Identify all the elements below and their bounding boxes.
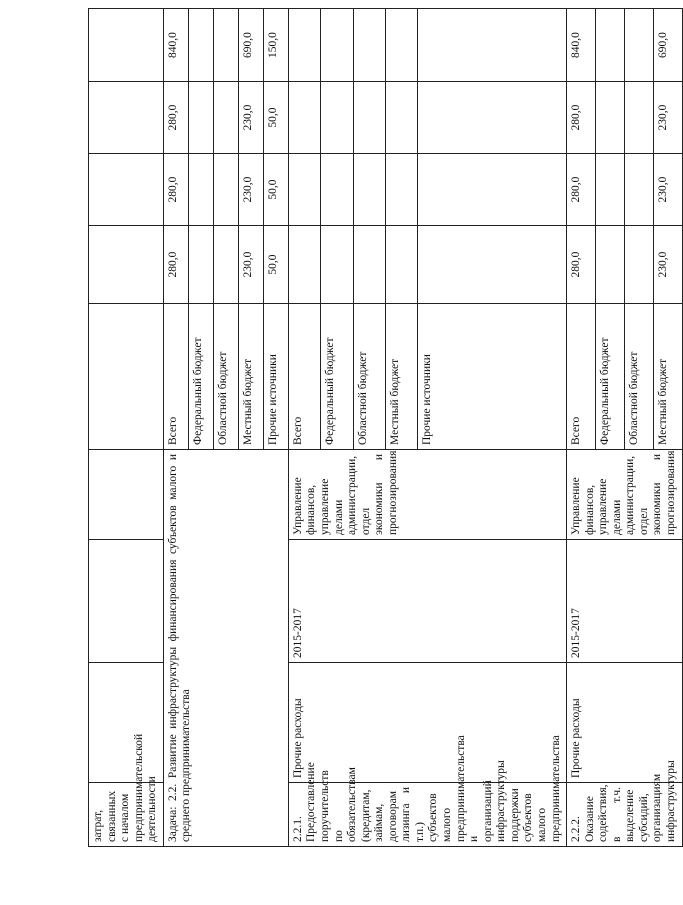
funding-value	[418, 154, 567, 226]
funding-value: 280,0	[163, 154, 188, 226]
empty-cell	[89, 82, 164, 154]
funding-value	[213, 154, 238, 226]
funding-value	[288, 154, 320, 226]
funding-value	[353, 154, 385, 226]
funding-source: Местный бюджет	[238, 304, 263, 450]
funding-value: 230,0	[653, 82, 682, 154]
funding-value: 230,0	[238, 154, 263, 226]
funding-total	[321, 9, 353, 82]
funding-value	[595, 226, 624, 304]
funding-value: 230,0	[238, 226, 263, 304]
empty-cell	[89, 450, 164, 540]
funding-value	[213, 82, 238, 154]
funding-total	[418, 9, 567, 82]
period: 2015-2017	[288, 540, 566, 663]
funding-source: Прочие источники	[418, 304, 567, 450]
funding-row	[567, 9, 596, 847]
funding-row	[288, 9, 320, 847]
funding-value	[624, 226, 653, 304]
funding-value	[213, 226, 238, 304]
funding-value	[595, 82, 624, 154]
funding-value: 280,0	[567, 82, 596, 154]
funding-total	[188, 9, 213, 82]
funding-row	[163, 9, 188, 847]
top-row-cell: затрат, связанных с началом предпринимательской деятельности	[89, 783, 164, 847]
funding-source: Областной бюджет	[213, 304, 238, 450]
funding-total	[624, 9, 653, 82]
empty-cell	[89, 663, 164, 783]
event-name: 2.2.2. Оказание содействия, в т.ч. выделение субсидий, организациям инфраструктуры	[567, 783, 683, 847]
funding-value	[624, 154, 653, 226]
funding-total	[213, 9, 238, 82]
funding-value: 230,0	[238, 82, 263, 154]
expense-type: Прочие расходы	[288, 663, 566, 783]
empty-cell	[89, 304, 164, 450]
funding-value: 230,0	[653, 154, 682, 226]
funding-value	[188, 82, 213, 154]
funding-value	[418, 82, 567, 154]
funding-total: 690,0	[238, 9, 263, 82]
empty-cell	[89, 154, 164, 226]
empty-cell	[89, 9, 164, 82]
funding-value	[321, 226, 353, 304]
funding-value	[385, 82, 417, 154]
funding-total	[385, 9, 417, 82]
funding-value	[353, 226, 385, 304]
top-row	[89, 9, 164, 847]
funding-source: Местный бюджет	[653, 304, 682, 450]
funding-source: Всего	[567, 304, 596, 450]
funding-source: Федеральный бюджет	[321, 304, 353, 450]
funding-total	[595, 9, 624, 82]
task-cell: Задача: 2.2. Развитие инфраструктуры финансирования субъектов малого и среднего предпринимательства	[163, 450, 288, 847]
executor: Управление финансов, управление делами администрации, отдел экономики и прогнозирования	[288, 450, 566, 540]
funding-total	[353, 9, 385, 82]
funding-value	[385, 154, 417, 226]
funding-source: Местный бюджет	[385, 304, 417, 450]
funding-total	[288, 9, 320, 82]
empty-cell	[89, 540, 164, 663]
funding-value: 50,0	[263, 82, 288, 154]
funding-total: 840,0	[163, 9, 188, 82]
funding-value: 50,0	[263, 226, 288, 304]
funding-source: Областной бюджет	[624, 304, 653, 450]
funding-value	[385, 226, 417, 304]
funding-value: 280,0	[163, 82, 188, 154]
funding-source: Прочие источники	[263, 304, 288, 450]
funding-source: Всего	[163, 304, 188, 450]
funding-value	[288, 82, 320, 154]
funding-value	[321, 82, 353, 154]
expense-type: Прочие расходы	[567, 663, 683, 783]
funding-source: Областной бюджет	[353, 304, 385, 450]
empty-cell	[89, 226, 164, 304]
funding-value: 280,0	[163, 226, 188, 304]
funding-total: 840,0	[567, 9, 596, 82]
funding-value	[353, 82, 385, 154]
funding-source: Федеральный бюджет	[188, 304, 213, 450]
funding-value	[418, 226, 567, 304]
funding-value: 280,0	[567, 226, 596, 304]
funding-value: 280,0	[567, 154, 596, 226]
funding-source: Федеральный бюджет	[595, 304, 624, 450]
funding-value	[321, 154, 353, 226]
budget-table	[88, 8, 683, 847]
period: 2015-2017	[567, 540, 683, 663]
funding-total: 690,0	[653, 9, 682, 82]
funding-value	[188, 154, 213, 226]
funding-source: Всего	[288, 304, 320, 450]
funding-value	[288, 226, 320, 304]
funding-value: 230,0	[653, 226, 682, 304]
funding-value	[188, 226, 213, 304]
funding-value: 50,0	[263, 154, 288, 226]
funding-value	[595, 154, 624, 226]
executor: Управление финансов, управление делами администрации, отдел экономики и прогнозирования	[567, 450, 683, 540]
event-name: 2.2.1. Предоставление поручительств по обязательствам (кредитам, займам, договорам лизинга и т.п.) субъектов малого предпринимательства и организаций инфраструктуры поддержки субъектов малого предпринимательства	[288, 783, 566, 847]
funding-value	[624, 82, 653, 154]
funding-total: 150,0	[263, 9, 288, 82]
